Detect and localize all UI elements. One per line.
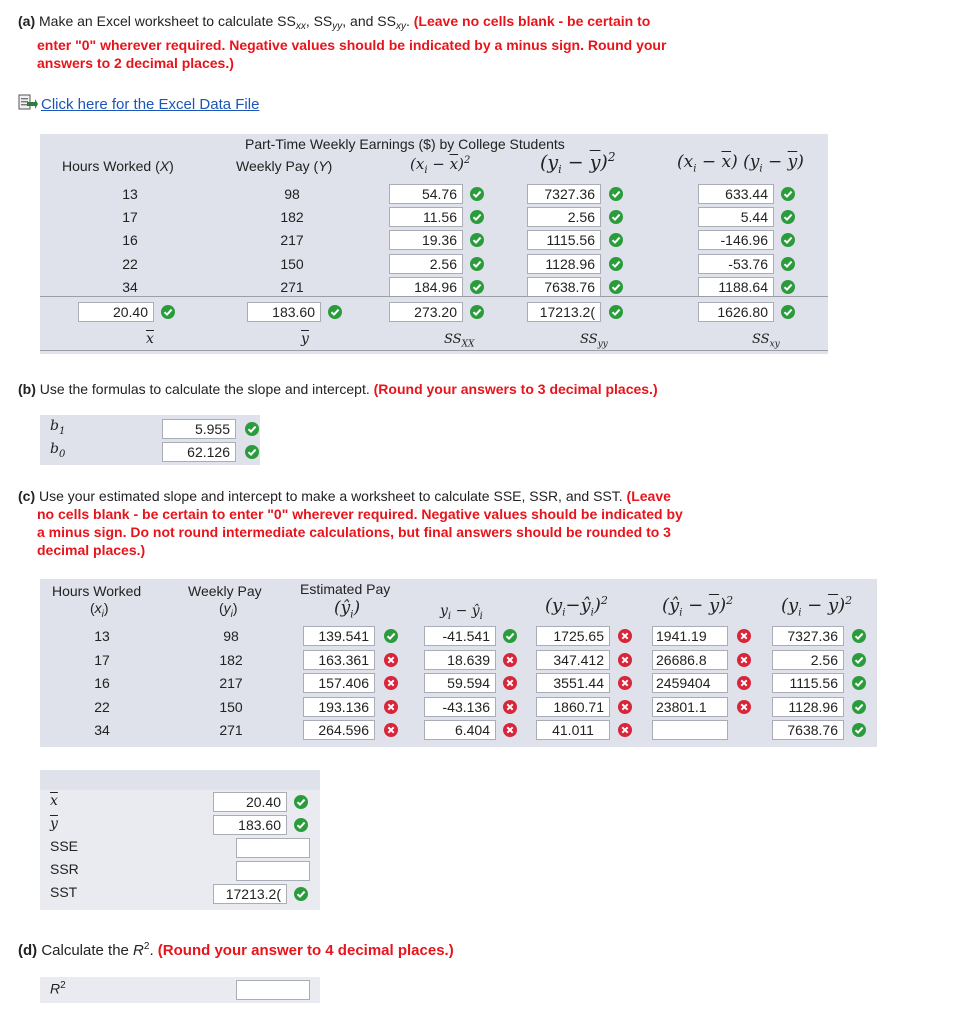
table1-footer-rule: [40, 350, 828, 351]
pay-cell: 98: [284, 186, 300, 202]
ssyy-input[interactable]: 17213.2(: [527, 302, 601, 322]
weekly-pay-header: Weekly Pay (Y): [236, 158, 333, 174]
est-pay-input[interactable]: 139.541: [303, 626, 375, 646]
x-dev-sq-header: $(x_i - \overline{x})^2$: [410, 155, 471, 176]
reg-sq-input[interactable]: 23801.1: [652, 697, 728, 717]
t2-pay-cell: 182: [219, 652, 243, 668]
reg-sq-input[interactable]: 1941.19: [652, 626, 728, 646]
excel-data-file-link[interactable]: Click here for the Excel Data File: [18, 93, 259, 115]
reg-sq-input[interactable]: 2459404: [652, 673, 728, 693]
resid-sq-incorrect-icon: [618, 676, 632, 690]
t2-pay-cell: 271: [219, 722, 243, 738]
x-dev-sq-correct-icon: [470, 257, 484, 271]
est-pay-input[interactable]: 193.136: [303, 697, 375, 717]
t2-resid-header: $y_i$ − $ŷ_i$: [440, 603, 483, 622]
t2-yi-header: $(y_i)$: [219, 600, 238, 620]
tot-sq-correct-icon: [852, 700, 866, 714]
cross-dev-input[interactable]: 633.44: [698, 184, 774, 204]
ssxx-correct-icon: [470, 305, 484, 319]
hours-cell: 22: [122, 256, 138, 272]
y-dev-sq-correct-icon: [609, 210, 623, 224]
t2-hours-cell: 16: [94, 675, 110, 691]
cross-dev-input[interactable]: -53.76: [698, 254, 774, 274]
resid-incorrect-icon: [503, 676, 517, 690]
mean-x-input[interactable]: 20.40: [78, 302, 154, 322]
t2-xi-header: $(x_i)$: [90, 600, 109, 620]
cross-dev-input[interactable]: 1188.64: [698, 277, 774, 297]
resid-sq-input[interactable]: 347.412: [536, 650, 610, 670]
t2-pay-cell: 98: [223, 628, 239, 644]
b0-input[interactable]: 62.126: [162, 442, 236, 462]
summary-table-header: [40, 770, 320, 790]
part-b-question: (b) Use the formulas to calculate the slope and intercept. (Round your answers to 3 decimal places.): [18, 381, 658, 397]
ssr-input[interactable]: [236, 861, 310, 881]
b1-label: $b_1$: [50, 418, 66, 437]
ssxy-input[interactable]: 1626.80: [698, 302, 774, 322]
x-dev-sq-input[interactable]: 184.96: [389, 277, 463, 297]
resid-sq-input[interactable]: 1725.65: [536, 626, 610, 646]
b0-label: $b_0$: [50, 441, 66, 460]
excel-file-icon: [18, 93, 38, 115]
t2-hours-cell: 13: [94, 628, 110, 644]
est-correct-icon: [384, 629, 398, 643]
ssr-label: SSR: [50, 861, 79, 877]
y-dev-sq-input[interactable]: 1128.96: [527, 254, 601, 274]
b1-correct-icon: [245, 422, 259, 436]
reg-sq-incorrect-icon: [737, 676, 751, 690]
y-dev-sq-correct-icon: [609, 280, 623, 294]
y-dev-sq-correct-icon: [609, 233, 623, 247]
cross-dev-correct-icon: [781, 210, 795, 224]
t2-tot-sq-header: $(y_i - \overline{y})^2$: [781, 594, 853, 619]
x-dev-sq-input[interactable]: 54.76: [389, 184, 463, 204]
r2-label: $R^2$: [50, 980, 66, 997]
ssxx-input[interactable]: 273.20: [389, 302, 463, 322]
t2-yhat-header: $(ŷ_i)$: [334, 598, 361, 621]
t2-est-header: Estimated Pay: [300, 581, 391, 597]
b1-input[interactable]: 5.955: [162, 419, 236, 439]
resid-sq-incorrect-icon: [618, 723, 632, 737]
mean-x-correct-icon: [161, 305, 175, 319]
est-pay-input[interactable]: 163.361: [303, 650, 375, 670]
hours-cell: 17: [122, 209, 138, 225]
t3-xbar-input[interactable]: 20.40: [213, 792, 287, 812]
t2-hours-header: Hours Worked: [52, 583, 142, 599]
resid-input[interactable]: 6.404: [424, 720, 496, 740]
part-d-question: (d) Calculate the $R^2$. (Round your answer to 4 decimal places.): [18, 941, 454, 959]
ssyy-label: $SS_{yy}$: [580, 332, 608, 350]
est-incorrect-icon: [384, 723, 398, 737]
resid-sq-incorrect-icon: [618, 653, 632, 667]
resid-incorrect-icon: [503, 653, 517, 667]
table1-title: Part-Time Weekly Earnings ($) by College Students: [245, 136, 565, 152]
resid-input[interactable]: 59.594: [424, 673, 496, 693]
tot-sq-correct-icon: [852, 723, 866, 737]
t2-pay-cell: 150: [219, 699, 243, 715]
part-a-question: (a) Make an Excel worksheet to calculate $SS_{xx}$, $SS_{yy}$, and $SS_{xy}$. (Leave no cells blank - be certain to enter "0" wherever required. Negative values should be indicated by a minus sign. Round your answers to 2 decimal places.): [18, 13, 667, 71]
b0-correct-icon: [245, 445, 259, 459]
sse-label: SSE: [50, 838, 79, 854]
reg-sq-incorrect-icon: [737, 700, 751, 714]
resid-sq-input[interactable]: 1860.71: [536, 697, 610, 717]
mean-y-input[interactable]: 183.60: [247, 302, 321, 322]
tot-sq-correct-icon: [852, 629, 866, 643]
x-dev-sq-correct-icon: [470, 210, 484, 224]
x-dev-sq-input[interactable]: 11.56: [389, 207, 463, 227]
pay-cell: 271: [280, 279, 304, 295]
ssxx-label: $SS_{XX}$: [444, 332, 475, 350]
cross-dev-correct-icon: [781, 187, 795, 201]
est-pay-input[interactable]: 157.406: [303, 673, 375, 693]
est-incorrect-icon: [384, 700, 398, 714]
cross-dev-input[interactable]: -146.96: [698, 230, 774, 250]
resid-sq-incorrect-icon: [618, 700, 632, 714]
hours-cell: 16: [122, 232, 138, 248]
t2-hours-cell: 22: [94, 699, 110, 715]
tot-sq-input[interactable]: 2.56: [772, 650, 844, 670]
reg-sq-input[interactable]: [652, 720, 728, 740]
ssyy-correct-icon: [609, 305, 623, 319]
tot-sq-correct-icon: [852, 676, 866, 690]
pay-cell: 150: [280, 256, 304, 272]
t2-pay-header: Weekly Pay: [188, 583, 262, 599]
x-dev-sq-correct-icon: [470, 280, 484, 294]
t2-pay-cell: 217: [219, 675, 243, 691]
resid-input[interactable]: -43.136: [424, 697, 496, 717]
ssxy-label: $SS_{xy}$: [752, 332, 780, 350]
pay-cell: 182: [280, 209, 304, 225]
tot-sq-input[interactable]: 1115.56: [772, 673, 844, 693]
tot-sq-input[interactable]: 1128.96: [772, 697, 844, 717]
hours-cell: 13: [122, 186, 138, 202]
y-dev-sq-input[interactable]: 7638.76: [527, 277, 601, 297]
tot-sq-input[interactable]: 7327.36: [772, 626, 844, 646]
est-pay-input[interactable]: 264.596: [303, 720, 375, 740]
tot-sq-correct-icon: [852, 653, 866, 667]
r2-input[interactable]: [236, 980, 310, 1000]
resid-sq-input[interactable]: 41.011: [536, 720, 610, 740]
x-dev-sq-input[interactable]: 19.36: [389, 230, 463, 250]
reg-sq-incorrect-icon: [737, 629, 751, 643]
reg-sq-input[interactable]: 26686.8: [652, 650, 728, 670]
y-dev-sq-correct-icon: [609, 187, 623, 201]
ssxy-correct-icon: [781, 305, 795, 319]
sse-input[interactable]: [236, 838, 310, 858]
cross-dev-correct-icon: [781, 257, 795, 271]
est-incorrect-icon: [384, 653, 398, 667]
y-dev-sq-input[interactable]: 2.56: [527, 207, 601, 227]
y-dev-sq-correct-icon: [609, 257, 623, 271]
y-dev-sq-input[interactable]: 7327.36: [527, 184, 601, 204]
x-dev-sq-correct-icon: [470, 233, 484, 247]
hours-worked-header: Hours Worked (X): [62, 158, 174, 174]
x-bar-label: $\overline{x}$: [146, 331, 154, 347]
resid-correct-icon: [503, 629, 517, 643]
resid-input[interactable]: 18.639: [424, 650, 496, 670]
t2-reg-sq-header: $(ŷ_i - \overline{y})^2$: [662, 594, 734, 619]
t3-ybar-label: $\overline{y}$: [50, 816, 58, 832]
t2-hours-cell: 34: [94, 722, 110, 738]
hours-cell: 34: [122, 279, 138, 295]
t3-ybar-input[interactable]: 183.60: [213, 815, 287, 835]
t3-ybar-correct-icon: [294, 818, 308, 832]
resid-input[interactable]: -41.541: [424, 626, 496, 646]
tot-sq-input[interactable]: 7638.76: [772, 720, 844, 740]
resid-incorrect-icon: [503, 700, 517, 714]
reg-sq-incorrect-icon: [737, 653, 751, 667]
table1-divider: [40, 296, 828, 297]
sst-correct-icon: [294, 887, 308, 901]
x-dev-sq-correct-icon: [470, 187, 484, 201]
x-dev-sq-input[interactable]: 2.56: [389, 254, 463, 274]
resid-sq-incorrect-icon: [618, 629, 632, 643]
y-dev-sq-input[interactable]: 1115.56: [527, 230, 601, 250]
resid-sq-input[interactable]: 3551.44: [536, 673, 610, 693]
t3-xbar-correct-icon: [294, 795, 308, 809]
part-c-question: (c) Use your estimated slope and intercept to make a worksheet to calculate SSE, SSR, and SST. (Leave no cells blank - be certain to enter "0" wherever required. Negative values should be indicated by a minus sign. Do not round intermediate calculations, but final answers should be rounded to 3 decimal places.): [18, 488, 683, 558]
mean-y-correct-icon: [328, 305, 342, 319]
cross-dev-input[interactable]: 5.44: [698, 207, 774, 227]
resid-incorrect-icon: [503, 723, 517, 737]
y-dev-sq-header: $(y_i - \overline{y})^2$: [540, 150, 616, 177]
y-bar-label: $\overline{y}$: [301, 331, 309, 347]
cross-dev-correct-icon: [781, 233, 795, 247]
t3-xbar-label: $\overline{x}$: [50, 793, 58, 809]
t2-hours-cell: 17: [94, 652, 110, 668]
pay-cell: 217: [280, 232, 304, 248]
t2-resid-sq-header: $(y_i-ŷ_i)^2$: [545, 594, 608, 619]
est-incorrect-icon: [384, 676, 398, 690]
sst-label: SST: [50, 884, 78, 900]
sst-input[interactable]: 17213.2(: [213, 884, 287, 904]
cross-dev-correct-icon: [781, 280, 795, 294]
cross-dev-header: $(x_i - \overline{x}) (y_i - \overline{y})$: [677, 152, 804, 175]
